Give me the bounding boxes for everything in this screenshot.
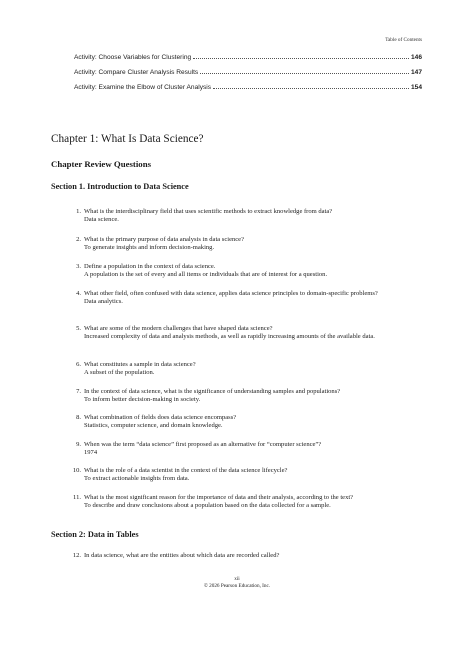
- question-text: In the context of data science, what is the significance of understanding samples and populations?: [84, 388, 341, 395]
- answer-text: 1974: [84, 449, 98, 457]
- question-number: 11.: [73, 494, 81, 501]
- question-text: What other field, often confused with data science, applies data science principles to domain-specific problems?: [84, 290, 378, 297]
- section-heading: Section 2: Data in Tables: [51, 530, 139, 539]
- toc-entry-page: 154: [410, 84, 422, 91]
- question-item: [69, 441, 429, 457]
- toc-entry[interactable]: [74, 54, 422, 69]
- question-text: What is the interdisciplinary field that uses scientific methods to extract knowledge from data?: [84, 208, 333, 215]
- question-number: 3.: [76, 263, 81, 270]
- toc-entry-page: 147: [410, 69, 422, 76]
- question-item: [69, 552, 429, 560]
- section-heading: Section 1. Introduction to Data Science: [51, 182, 189, 191]
- question-text: What is the primary purpose of data analysis in data science?: [84, 236, 244, 243]
- page-number: xii: [234, 576, 240, 582]
- question-item: [69, 325, 429, 341]
- answer-text: To inform better decision-making in society.: [84, 396, 201, 404]
- question-text: What are some of the modern challenges that have shaped data science?: [84, 325, 273, 332]
- question-item: [69, 263, 429, 279]
- chapter-title: Chapter 1: What Is Data Science?: [51, 133, 204, 145]
- question-text: What is the most significant reason for the importance of data and their analysis, according to the text?: [84, 494, 354, 501]
- question-text: In data science, what are the entities about which data are recorded called?: [84, 552, 280, 559]
- answer-text: To extract actionable insights from data.: [84, 475, 190, 483]
- toc-leader: [193, 57, 409, 59]
- question-item: [69, 388, 429, 404]
- question-number: 8.: [76, 414, 81, 421]
- answer-text: Statistics, computer science, and domain knowledge.: [84, 422, 223, 430]
- question-number: 5.: [76, 325, 81, 332]
- question-item: [69, 414, 429, 430]
- question-text: What is the role of a data scientist in the context of the data science lifecycle?: [84, 467, 288, 474]
- review-heading: Chapter Review Questions: [51, 159, 152, 169]
- answer-text: To describe and draw conclusions about a population based on the data collected for a sample.: [84, 502, 331, 510]
- question-number: 2.: [76, 236, 81, 243]
- answer-text: Data science.: [84, 216, 119, 224]
- question-number: 7.: [76, 388, 81, 395]
- toc-entry-title: Activity: Compare Cluster Analysis Results: [74, 69, 199, 76]
- question-text: Define a population in the context of data science.: [84, 263, 216, 270]
- question-item: [69, 494, 429, 510]
- toc-list: [74, 54, 422, 99]
- question-number: 4.: [76, 290, 81, 297]
- toc-entry-page: 146: [410, 54, 422, 61]
- toc-leader: [213, 87, 409, 89]
- toc-entry-title: Activity: Choose Variables for Clustering: [74, 54, 192, 61]
- answer-text: A population is the set of every and all items or individuals that are of interest for a question.: [84, 271, 328, 279]
- question-text: What combination of fields does data science encompass?: [84, 414, 237, 421]
- question-text: When was the term “data science” first proposed as an alternative for “computer science”?: [84, 441, 322, 448]
- running-head: Table of Contents: [385, 37, 422, 43]
- question-number: 9.: [76, 441, 81, 448]
- question-item: [69, 467, 429, 483]
- toc-leader: [200, 72, 409, 74]
- question-item: [69, 361, 429, 377]
- toc-entry-title: Activity: Examine the Elbow of Cluster Analysis: [74, 84, 212, 91]
- toc-entry[interactable]: [74, 84, 422, 99]
- answer-text: A subset of the population.: [84, 369, 155, 377]
- question-item: [69, 208, 429, 224]
- question-item: [69, 290, 429, 306]
- question-text: What constitutes a sample in data science?: [84, 361, 196, 368]
- question-number: 12.: [72, 552, 81, 559]
- answer-text: To generate insights and inform decision-making.: [84, 244, 215, 252]
- question-number: 6.: [76, 361, 81, 368]
- toc-entry[interactable]: [74, 69, 422, 84]
- question-number: 1.: [76, 208, 81, 215]
- copyright-notice: © 2026 Pearson Education, Inc.: [203, 583, 271, 589]
- answer-text: Increased complexity of data and analysis methods, as well as rapidly increasing amounts of the available data.: [84, 333, 375, 341]
- question-item: [69, 236, 429, 252]
- question-number: 10.: [72, 467, 81, 474]
- answer-text: Data analytics.: [84, 298, 123, 306]
